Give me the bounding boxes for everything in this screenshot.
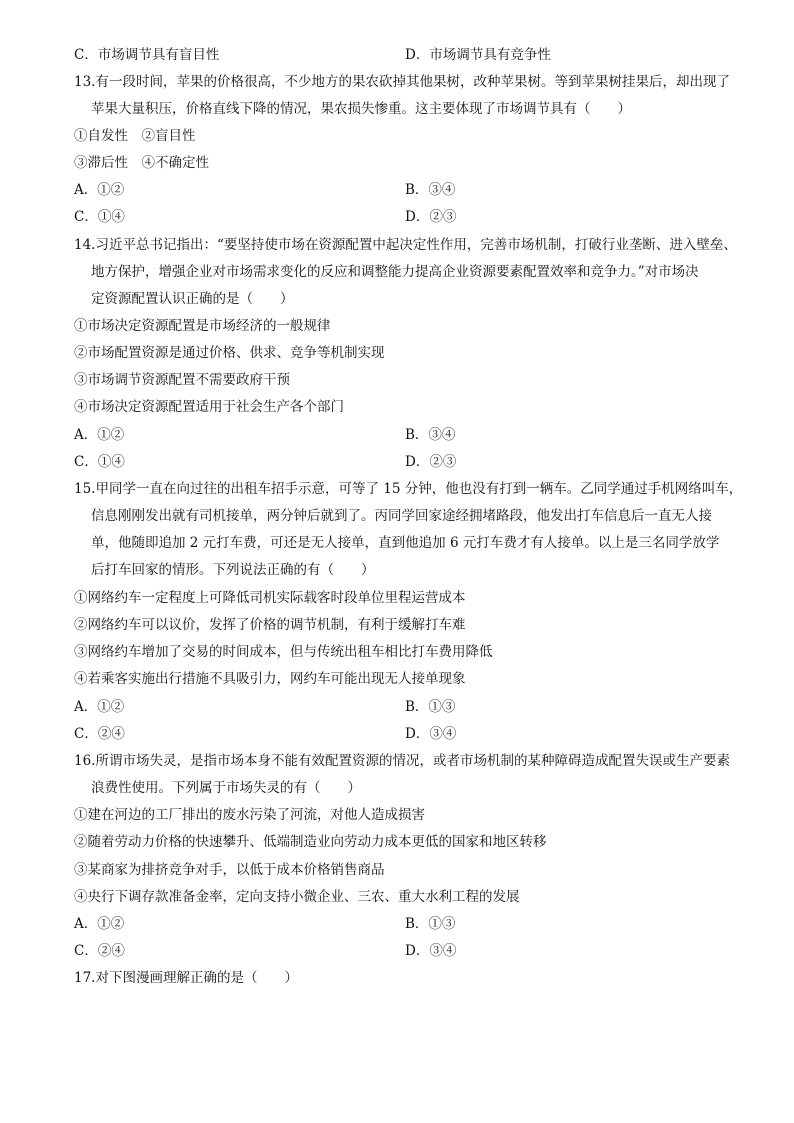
q15-item-3: ③网络约车增加了交易的时间成本，但与传统出租车相比打车费用降低 <box>74 644 493 660</box>
q12-option-c: C．市场调节具有盲目性 <box>74 47 220 63</box>
q16-option-a: A．①② <box>74 916 125 932</box>
q15-option-d: D．③④ <box>405 726 457 742</box>
q16-option-d: D．③④ <box>405 943 457 959</box>
q14-item-4: ④市场决定资源配置适用于社会生产各个部门 <box>74 399 344 415</box>
q14-option-b: B．③④ <box>405 427 456 443</box>
q13-options-cd <box>74 208 457 226</box>
q16-item-4: ④央行下调存款准备金率，定向支持小微企业、三农、重大水利工程的发展 <box>74 889 520 905</box>
q13-stem-line-2: 苹果大量积压，价格直线下降的情况，果农损失惨重。这主要体现了市场调节具有（ ） <box>91 101 631 117</box>
q14-item-1: ①市场决定资源配置是市场经济的一般规律 <box>74 318 331 334</box>
q15-option-c: C．②④ <box>74 726 125 742</box>
q14-option-d: D．②③ <box>405 454 457 470</box>
q16-option-b: B．①③ <box>405 916 456 932</box>
q16-stem-line-1: 16.所谓市场失灵，是指市场本身不能有效配置资源的情况，或者市场机制的某种障碍造成配置失误或生产要素 <box>74 753 730 769</box>
q15-option-b: B．①③ <box>405 699 456 715</box>
q15-item-1: ①网络约车一定程度上可降低司机实际载客时段单位里程运营成本 <box>74 590 466 606</box>
q16-option-c: C．②④ <box>74 943 125 959</box>
q16-stem-line-2: 浪费性使用。下列属于市场失灵的有（ ） <box>91 780 361 796</box>
q16-options-ab <box>74 915 456 933</box>
q16-item-1: ①建在河边的工厂排出的废水污染了河流，对他人造成损害 <box>74 807 425 823</box>
q16-item-3: ③某商家为排挤竞争对手，以低于成本价格销售商品 <box>74 862 385 878</box>
q16-item-2: ②随着劳动力价格的快速攀升、低端制造业向劳动力成本更低的国家和地区转移 <box>74 834 547 850</box>
q14-option-a: A．①② <box>74 427 125 443</box>
q14-item-3: ③市场调节资源配置不需要政府干预 <box>74 372 290 388</box>
q14-stem-line-1: 14.习近平总书记指出：“要坚持使市场在资源配置中起决定性作用，完善市场机制，打破行业垄断、进入壁垒、 <box>74 237 737 253</box>
q12-options-cd <box>74 46 551 64</box>
q15-item-4: ④若乘客实施出行措施不具吸引力，网约车可能出现无人接单现象 <box>74 671 466 687</box>
q12-option-d: D．市场调节具有竞争性 <box>405 47 551 63</box>
q15-options-cd <box>74 725 457 743</box>
q15-options-ab <box>74 698 456 716</box>
q15-stem-line-4: 后打车回家的情形。下列说法正确的有（ ） <box>91 562 375 578</box>
q14-stem-line-3: 定资源配置认识正确的是（ ） <box>91 291 294 307</box>
q17-stem: 17.对下图漫画理解正确的是（ ） <box>74 970 298 986</box>
q15-stem-line-2: 信息刚刚发出就有司机接单，两分钟后就到了。丙同学回家途经拥堵路段，他发出打车信息后一直无人接 <box>91 508 712 524</box>
q15-option-a: A．①② <box>74 699 125 715</box>
q14-options-ab <box>74 426 456 444</box>
q14-options-cd <box>74 453 457 471</box>
q13-stem-line-1: 13.有一段时间，苹果的价格很高，不少地方的果农砍掉其他果树，改种苹果树。等到苹果树挂果后，却出现了 <box>74 74 730 90</box>
q15-item-2: ②网络约车可以议价，发挥了价格的调节机制，有利于缓解打车难 <box>74 617 466 633</box>
q13-option-d: D．②③ <box>405 209 457 225</box>
q14-item-2: ②市场配置资源是通过价格、供求、竞争等机制实现 <box>74 345 385 361</box>
q14-option-c: C．①④ <box>74 454 125 470</box>
q16-options-cd <box>74 942 457 960</box>
q13-option-a: A．①② <box>74 182 125 198</box>
q15-stem-line-3: 单，他随即追加 2 元打车费，可还是无人接单，直到他追加 6 元打车费才有人接单。以上是三名同学放学 <box>91 535 720 551</box>
q13-option-c: C．①④ <box>74 209 125 225</box>
q14-stem-line-2: 地方保护，增强企业对市场需求变化的反应和调整能力提高企业资源要素配置效率和竞争力。”对市场决 <box>91 264 699 280</box>
q13-options-ab <box>74 181 456 199</box>
q13-option-b: B．③④ <box>405 182 456 198</box>
q13-item-1: ①自发性 ②盲目性 <box>74 128 196 144</box>
q15-stem-line-1: 15.甲同学一直在向过往的出租车招手示意，可等了 15 分钟，他也没有打到一辆车。乙同学通过手机网络叫车， <box>74 481 743 497</box>
q13-item-2: ③滞后性 ④不确定性 <box>74 155 209 171</box>
